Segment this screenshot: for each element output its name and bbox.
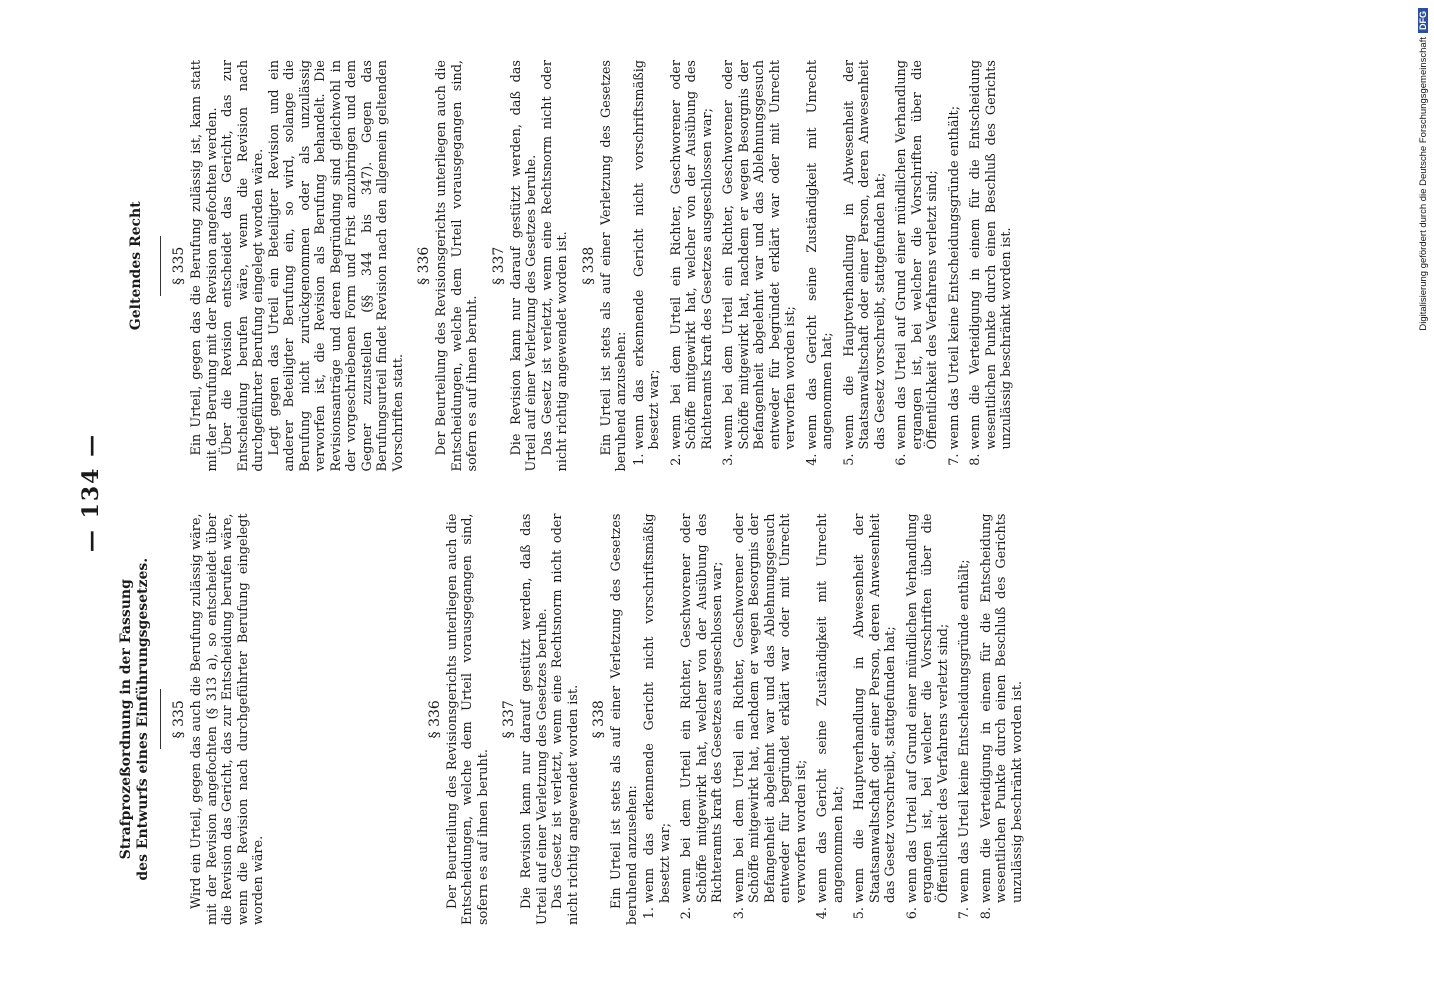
left-column	[118, 514, 1031, 926]
list-item: 6. wenn das Urteil auf Grund einer mündlichen Verhandlung ergangen ist, bei welcher die Vorschriften über die Öffentlichkeit des Verfahrens verletzt sind;	[905, 514, 952, 904]
right-section-338	[581, 60, 1015, 472]
paragraph-number: § 335	[171, 246, 187, 285]
paragraph-number: § 336	[416, 246, 432, 285]
list-item: 7. wenn das Urteil keine Entscheidungsgründe enthält;	[947, 60, 963, 450]
paragraph-text: Die Revision kann nur darauf gestützt werden, daß das Urteil auf einer Verletzung des Gesetzes beruhe.	[519, 513, 550, 925]
paragraph-text: Der Beurteilung des Revisionsgerichts unterliegen auch die Entscheidungen, welche dem Urteil vorausgegangen sind, sofern es auf ihnen beruht.	[444, 513, 491, 925]
left-section-338	[591, 514, 1025, 926]
digitization-credit	[1416, 8, 1434, 388]
credit-text: Digitalisierung gefördert durch die Deutsche Forschungsgemeinschaft	[1418, 37, 1429, 331]
two-column-layout	[118, 60, 1031, 925]
list-item: 1. wenn das erkennende Gericht nicht vorschriftsmäßig besetzt war;	[632, 60, 663, 450]
paragraph-number: § 335	[171, 700, 187, 739]
blank-space	[267, 514, 417, 926]
list-item: 5. wenn die Hauptverhandlung in Abwesenheit der Staatsanwaltschaft oder einer Person, deren Anwesenheit das Gesetz vorschreibt, stattgefunden hat;	[852, 514, 899, 904]
paragraph-text: Das Gesetz ist verletzt, wenn eine Rechtsnorm nicht oder nicht richtig angewendet worden ist.	[550, 513, 581, 925]
dfg-logo: DFG	[1418, 8, 1428, 33]
paragraph-intro: Ein Urteil ist stets als auf einer Verletzung des Gesetzes beruhend anzusehen:	[598, 60, 629, 472]
paragraph-intro: Ein Urteil ist stets als auf einer Verletzung des Gesetzes beruhend anzusehen:	[609, 513, 640, 925]
paragraph-number: § 338	[591, 700, 607, 739]
paragraph-number: § 336	[426, 700, 443, 739]
paragraph-text: Das Gesetz ist verletzt, wenn eine Rechtsnorm nicht oder nicht richtig angewendet worden ist.	[539, 60, 570, 472]
paragraph-number: § 337	[490, 246, 507, 285]
paragraph-text: Legt gegen das Urteil ein Beteiligter Revision und ein anderer Beteiligter Berufung ein, so wird, solange die Berufung nicht zurückgenommen oder als unzulässig verworfen ist, die Revision als Berufung behandelt. Die Revisionsanträge und deren Begründung sind gleichwohl in der vorgeschriebenen Form und Frist anzubringen und dem Gegner zuzustellen (§§ 344 bis 347). Gegen das Berufungsurteil findet Revision nach den allgemein geltenden Vorschriften statt.	[266, 60, 406, 472]
list-item: 6. wenn das Urteil auf Grund einer mündlichen Verhandlung ergangen ist, bei welcher die Vorschriften über die Öffentlichkeit des Verfahrens verletzt sind;	[894, 60, 941, 450]
list-item: 3. wenn bei dem Urteil ein Richter, Geschworener oder Schöffe mitgewirkt hat, nachdem er wegen Besorgnis der Befangenheit abgelehnt war und das Ablehnungsgesuch entweder für begründet erklärt war oder mit Unrecht verworfen worden ist;	[732, 514, 810, 904]
list-item: 1. wenn das erkennende Gericht nicht vorschriftsmäßig besetzt war;	[642, 514, 673, 904]
paragraph-number: § 338	[580, 246, 597, 285]
left-column-heading	[118, 514, 154, 926]
paragraph-text: Die Revision kann nur darauf gestützt werden, daß das Urteil auf einer Verletzung des Gesetzes beruhe.	[508, 60, 539, 472]
paragraph-number: § 337	[501, 700, 517, 739]
list-item: 4. wenn das Gericht seine Zuständigkeit mit Unrecht angenommen hat;	[815, 514, 846, 904]
left-heading-line1: Strafprozeßordnung in der Fassung	[118, 579, 134, 860]
numbered-list	[642, 514, 1025, 926]
right-section-336	[416, 60, 481, 472]
list-item: 3. wenn bei dem Urteil ein Richter, Geschworener oder Schöffe mitgewirkt hat, nachdem er wegen Besorgnis der Befangenheit abgelehnt war und das Ablehnungsgesuch entweder für begründet erklärt war oder mit Unrecht verworfen worden ist;	[721, 60, 799, 450]
left-heading-line2: des Entwurfs eines Einführungsgesetzes.	[135, 557, 151, 881]
paragraph-text: Der Beurteilung des Revisionsgerichts unterliegen auch die Entscheidungen, welche dem Urteil vorausgegangen sind, sofern es auf ihnen beruht.	[434, 60, 480, 472]
list-item: 2. wenn bei dem Urteil ein Richter, Geschworener oder Schöffe mitgewirkt hat, welcher von der Ausübung des Richteramts kraft des Gesetzes ausgeschlossen war;	[669, 60, 716, 450]
right-column-heading	[118, 60, 154, 472]
left-section-336	[427, 514, 492, 926]
list-item: 7. wenn das Urteil keine Entscheidungsgründe enthält;	[957, 514, 973, 904]
left-section-335	[171, 514, 417, 926]
paragraph-text: Ein Urteil, gegen das die Berufung zulässig ist, kann statt mit der Berufung mit der Revision angefochten werden.	[189, 60, 220, 472]
left-section-337	[501, 514, 581, 926]
heading-rule	[160, 689, 161, 749]
paragraph-text: Wird ein Urteil, gegen das auch die Berufung zulässig wäre, mit der Revision angefochten (§ 313 a), so entscheidet über die Revision das Gericht, das zur Entscheidung berufen wäre, wenn die Revision nach durchgeführter Berufung eingelegt worden wäre.	[189, 513, 266, 925]
page-number: — 134 —	[78, 432, 104, 553]
right-column	[118, 60, 1031, 472]
heading-rule	[160, 236, 161, 296]
right-section-337	[491, 60, 571, 472]
list-item: 5. wenn die Hauptverhandlung in Abwesenheit der Staatsanwaltschaft oder einer Person, deren Anwesenheit das Gesetz vorschreibt, stattgefunden hat;	[842, 60, 889, 450]
paragraph-text: Über die Revision entscheidet das Gericht, das zur Entscheidung berufen wäre, wenn die Revision nach durchgeführter Berufung eingelegt worden wäre.	[220, 60, 266, 472]
right-section-335	[171, 60, 406, 472]
list-item: 4. wenn das Gericht seine Zuständigkeit mit Unrecht angenommen hat;	[805, 60, 836, 450]
credit-label	[1418, 8, 1432, 388]
list-item: 8. wenn die Verteidigung in einem für die Entscheidung wesentlichen Punkte durch einen Beschluß des Gerichts unzulässig beschränkt worden ist.	[968, 60, 1015, 450]
right-heading: Geltendes Recht	[128, 201, 144, 331]
list-item: 2. wenn bei dem Urteil ein Richter, Geschworener oder Schöffe mitgewirkt hat, welcher von der Ausübung des Richteramts kraft des Gesetzes ausgeschlossen war;	[679, 514, 726, 904]
numbered-list	[632, 60, 1015, 472]
list-item: 8. wenn die Verteidigung in einem für die Entscheidung wesentlichen Punkte durch einen Beschluß des Gerichts unzulässig beschränkt worden ist.	[979, 514, 1026, 904]
